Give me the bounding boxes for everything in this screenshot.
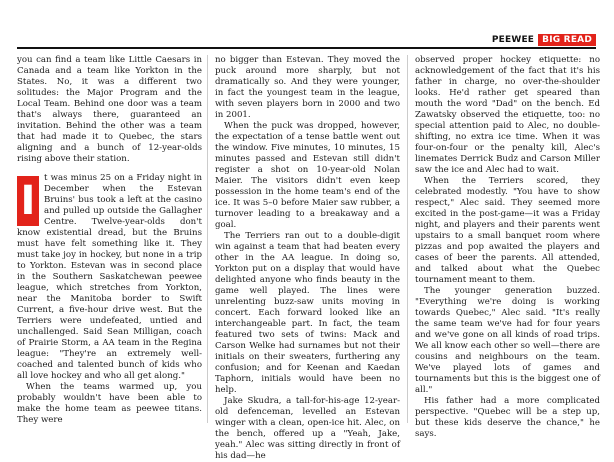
paragraph: When the puck was dropped, however, the expectation of a tense battle went out the window. Five minutes, 10 minutes, 15 minutes passed and Estevan still didn't register a shot on 10-year-old Nolan Maier. The visitors didn't even keep possession in the home team's end of the ice. It was 5–0 before Maier saw rubber, a turnover leading to a breakaway and a goal. xyxy=(215,121,400,230)
lead-paragraph-text: t was minus 25 on a Friday night in December when the Estevan Bruins' bus took a left at the casino and pulled up outside the Gallagher Centre. Twelve-year-olds don't know existential dread, but the Bruins must have felt something like it. They must take joy in hockey, but none in a trip to Yorkton. Estevan was in second place in the Southern Saskatchewan peewee league, which stretches from Yorkton, near the Manitoba border to Swift Current, a five-hour drive west. But the Terriers were undefeated, untied and unchallenged. Said Sean Milligan, coach of Prairie Storm, a AA team in the Regina league: "They're an extremely well-coached and talented bunch of kids who all love hockey and who all get along." xyxy=(17,173,202,381)
article-column-3 xyxy=(415,55,600,440)
page-header xyxy=(0,0,614,46)
lead-paragraph xyxy=(17,173,202,382)
column-divider xyxy=(207,55,208,423)
paragraph: you can find a team like Little Caesars in Canada and a team like Yorkton in the States. No, it was a different two solitudes: the Major Program and the Local Team. Behind one door was a team that's always there, guaranteed an invitation. Behind the other was a team that had made it to Quebec, the stars aligning and a bunch of 12-year-olds rising above their station. xyxy=(17,55,202,164)
paragraph: Jake Skudra, a tall-for-his-age 12-year-old defenceman, levelled an Estevan winger with a clean, open-ice hit. Alec, on the bench, offered up a "Yeah, Jake, yeah." Alec was sitting directly in front of his dad—he xyxy=(215,396,400,461)
paragraph: The Terriers ran out to a double-digit win against a team that had beaten every other in the AA league. In doing so, Yorkton put on a display that would have delighted anyone who finds beauty in the game well played. The lines were unrelenting buzz-saw units moving in concert. Each forward looked like an interchangeable part. In fact, the team featured two sets of twins: Mack and Carson Welke had surnames but not their initials on their sweaters, furthering any confusion; and for Keenan and Kaedan Taphorn, initials would have been no help. xyxy=(215,231,400,395)
header-rule xyxy=(17,47,596,49)
column-divider xyxy=(407,55,408,423)
section-name: PEEWEE xyxy=(491,35,535,45)
section-tag: BIG READ xyxy=(538,34,596,46)
article-column-1 xyxy=(17,55,202,426)
paragraph: When the teams warmed up, you probably wouldn't have been able to make the home team as peewee titans. They were xyxy=(17,382,202,425)
paragraph: observed proper hockey etiquette: no acknowledgement of the fact that it's his father in charge, no over-the-shoulder looks. He'd rather get speared than mouth the word "Dad" on the bench. Ed Zawatsky observed the etiquette, too: no special attention paid to Alec, no double-shifting, no extra ice time. When it was four-on-four or the penalty kill, Alec's linemates Derrick Budz and Carson Miller saw the ice and Alec had to wait. xyxy=(415,55,600,175)
paragraph: His father had a more complicated perspective. "Quebec will be a step up, but these kids deserve the chance," he says. xyxy=(415,396,600,439)
drop-cap: I xyxy=(17,176,39,226)
section-header xyxy=(492,34,596,46)
article-column-2 xyxy=(215,55,400,462)
paragraph: The younger generation buzzed. "Everything we're doing is working towards Quebec," Alec said. "It's really the same team we've had for four years and we've gone on all kinds of road trips. We all know each other so well—there are cousins and neighbours on the team. We've played lots of games and tournaments but this is the biggest one of all." xyxy=(415,286,600,395)
paragraph: When the Terriers scored, they celebrated modestly. "You have to show respect," Alec said. They seemed more excited in the post-game—it was a Friday night, and players and their parents went upstairs to a small banquet room where pizzas and pop awaited the players and cases of beer the parents. All attended, and talked about what the Quebec tournament meant to them. xyxy=(415,176,600,285)
paragraph: no bigger than Estevan. They moved the puck around more sharply, but not dramatically so. And they were younger, in fact the youngest team in the league, with seven players born in 2000 and two in 2001. xyxy=(215,55,400,120)
